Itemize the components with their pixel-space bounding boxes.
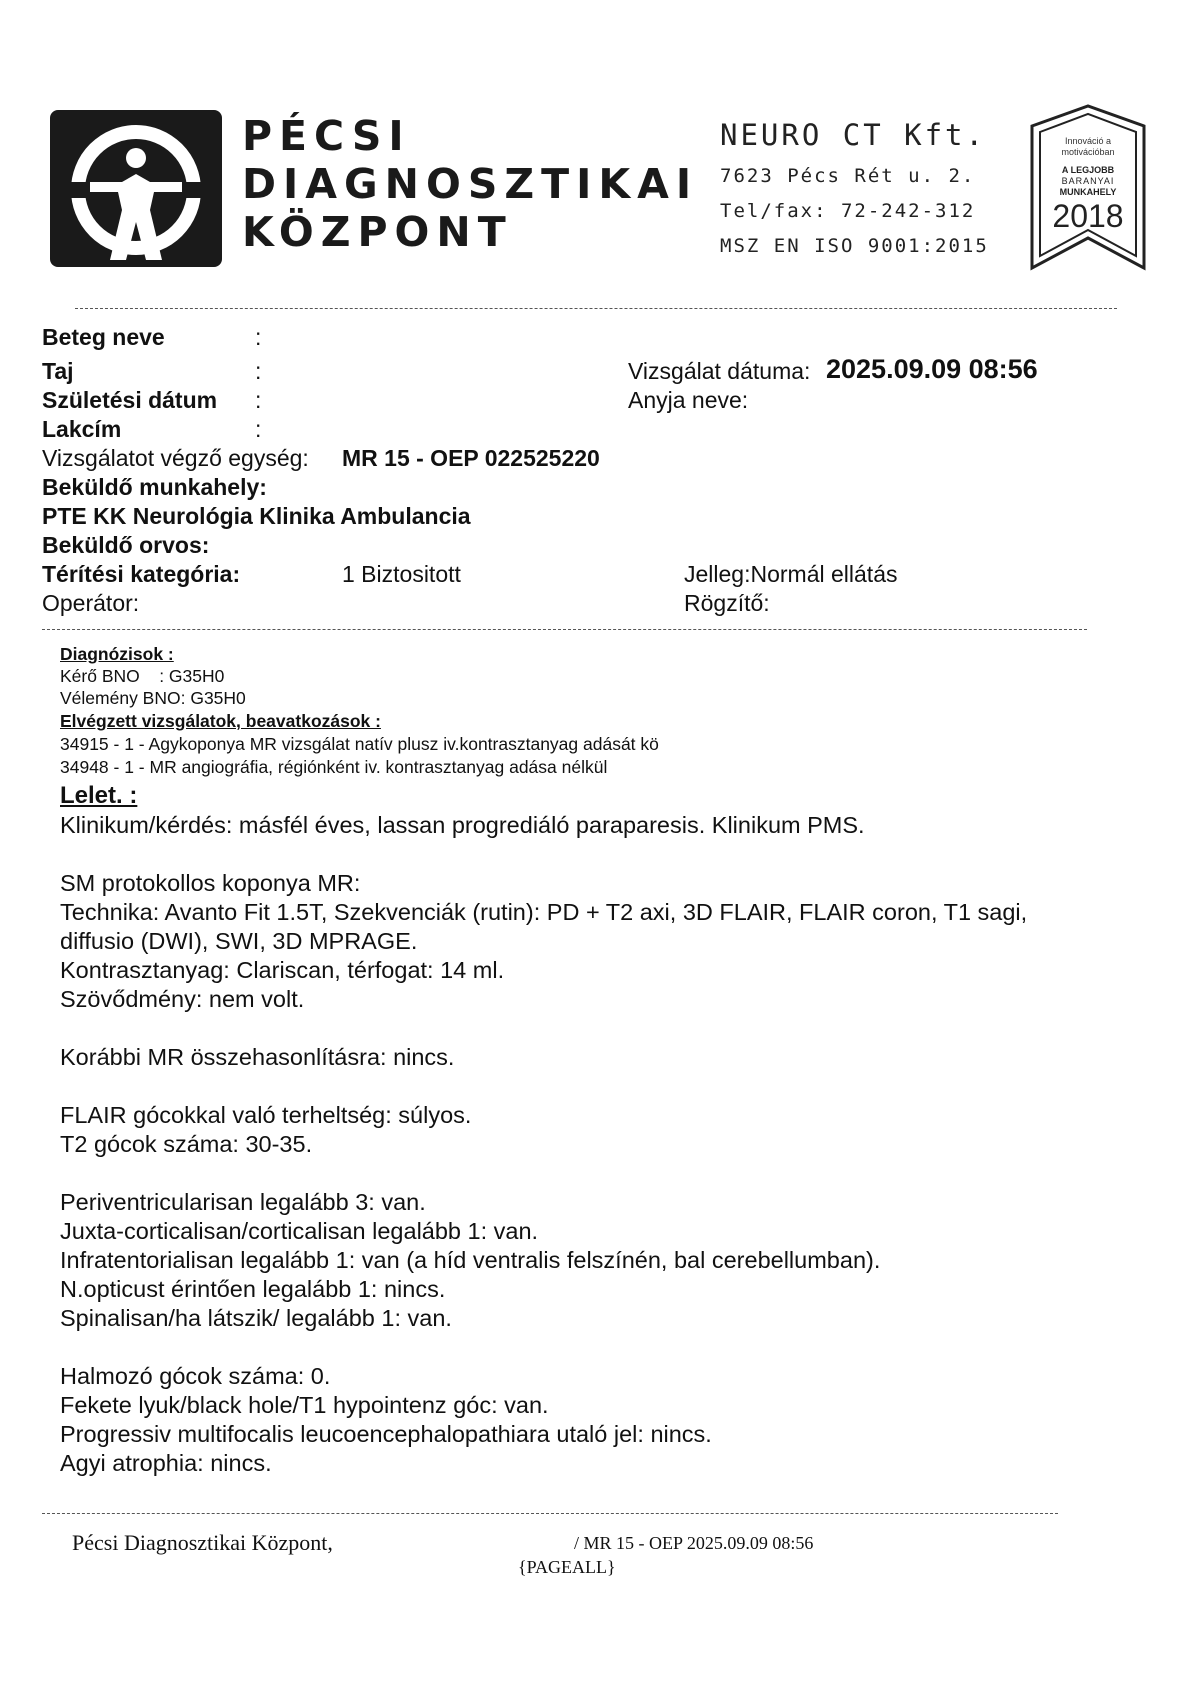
report-line: T2 gócok száma: 30-35. xyxy=(60,1131,313,1157)
footer-exam-ref: / MR 15 - OEP 2025.09.09 08:56 xyxy=(574,1533,814,1553)
report-line: Progressiv multifocalis leucoencephalopathiara utaló jel: nincs. xyxy=(60,1421,712,1447)
report-line: Spinalisan/ha látszik/ legalább 1: van. xyxy=(60,1305,452,1331)
rogzito-label: Rögzítő: xyxy=(684,590,770,616)
vizsgalat-datuma-label: Vizsgálat dátuma: xyxy=(628,358,811,384)
badge-line-2: motivációban xyxy=(1061,147,1115,157)
report-line: FLAIR gócokkal való terheltség: súlyos. xyxy=(60,1102,472,1128)
operator-label: Operátor: xyxy=(42,590,140,616)
badge-line-3: A LEGJOBB xyxy=(1061,165,1115,175)
report-line: N.opticust érintően legalább 1: nincs. xyxy=(60,1276,446,1302)
lakcim-colon: : xyxy=(255,416,262,442)
footer-org: Pécsi Diagnosztikai Központ, xyxy=(72,1530,333,1555)
report-line: Halmozó gócok száma: 0. xyxy=(60,1363,331,1389)
brand-line-2: DIAGNOSZTIKAI xyxy=(242,160,699,208)
report-line: Juxta-corticalisan/corticalisan legalább 1: van. xyxy=(60,1218,539,1244)
report-title: Lelet. : xyxy=(60,782,138,809)
report-line: diffusio (DWI), SWI, 3D MPRAGE. xyxy=(60,928,418,954)
badge-year: 2018 xyxy=(1052,198,1124,234)
beteg-neve-colon: : xyxy=(255,324,262,350)
bekuldo-munkahely-value: PTE KK Neurológia Klinika Ambulancia xyxy=(42,503,471,529)
procedure-item: 34948 - 1 - MR angiográfia, régiónként iv. kontrasztanyag adása nélkül xyxy=(60,757,608,777)
szuletesi-datum-label: Születési dátum xyxy=(42,387,218,413)
diagnoses-title: Diagnózisok : xyxy=(60,644,174,664)
company-address: 7623 Pécs Rét u. 2. xyxy=(720,165,976,187)
badge-line-5: MUNKAHELY xyxy=(1059,187,1117,197)
report-line: Infratentorialisan legalább 1: van (a híd ventralis felszínén, bal cerebellumban). xyxy=(60,1247,881,1273)
report-line: Szövődmény: nem volt. xyxy=(60,986,305,1012)
brand-line-3: KÖZPONT xyxy=(242,208,513,256)
report-line: Kontrasztanyag: Clariscan, térfogat: 14 ml. xyxy=(60,957,505,983)
procedure-item: 34915 - 1 - Agykoponya MR vizsgálat natív plusz iv.kontrasztanyag adását kö xyxy=(60,734,659,754)
egyseg-label: Vizsgálatot végző egység: xyxy=(42,445,309,471)
report-line: Technika: Avanto Fit 1.5T, Szekvenciák (rutin): PD + T2 axi, 3D FLAIR, FLAIR coron, T1 sagi, xyxy=(60,899,1028,925)
kero-bno: Kérő BNO : G35H0 xyxy=(60,666,225,686)
lakcim-label: Lakcím xyxy=(42,416,122,442)
bekuldo-munkahely-label: Beküldő munkahely: xyxy=(42,474,267,500)
header-divider xyxy=(75,308,1117,309)
vizsgalat-datuma-value: 2025.09.09 08:56 xyxy=(826,354,1038,384)
report-line: Fekete lyuk/black hole/T1 hypointenz góc: van. xyxy=(60,1392,549,1418)
human-figure-icon xyxy=(50,110,222,267)
report-line: Klinikum/kérdés: másfél éves, lassan progrediáló paraparesis. Klinikum PMS. xyxy=(60,812,865,838)
anyja-neve-label: Anyja neve: xyxy=(628,387,749,413)
report-line: Korábbi MR összehasonlításra: nincs. xyxy=(60,1044,455,1070)
clinic-logo xyxy=(50,110,222,267)
jelleg: Jelleg:Normál ellátás xyxy=(684,561,898,587)
badge-line-4: BARANYAI xyxy=(1061,176,1115,186)
company-iso: MSZ EN ISO 9001:2015 xyxy=(720,235,989,257)
badge-line-1: Innováció a xyxy=(1064,136,1112,146)
bekuldo-orvos-label: Beküldő orvos: xyxy=(42,532,210,558)
report-line: Agyi atrophia: nincs. xyxy=(60,1450,272,1476)
company-name: NEURO CT Kft. xyxy=(720,118,986,152)
szuletesi-datum-colon: : xyxy=(255,387,262,413)
footer-divider xyxy=(42,1513,1058,1514)
report-line: Periventricularisan legalább 3: van. xyxy=(60,1189,426,1215)
report-line: SM protokollos koponya MR: xyxy=(60,870,361,896)
taj-label: Taj xyxy=(42,358,74,384)
velemeny-bno: Vélemény BNO: G35H0 xyxy=(60,688,246,708)
brand-line-1: PÉCSI xyxy=(242,112,411,160)
teritesi-kategoria-value: 1 Biztositott xyxy=(342,561,461,587)
procedures-title: Elvégzett vizsgálatok, beavatkozások : xyxy=(60,711,381,731)
patient-divider xyxy=(42,629,1087,630)
award-badge xyxy=(1028,104,1148,272)
company-telfax: Tel/fax: 72-242-312 xyxy=(720,200,976,222)
egyseg-value: MR 15 - OEP 022525220 xyxy=(342,445,600,471)
teritesi-kategoria-label: Térítési kategória: xyxy=(42,561,241,587)
beteg-neve-label: Beteg neve xyxy=(42,324,165,350)
footer-page: {PAGEALL} xyxy=(518,1557,616,1577)
taj-colon: : xyxy=(255,358,262,384)
